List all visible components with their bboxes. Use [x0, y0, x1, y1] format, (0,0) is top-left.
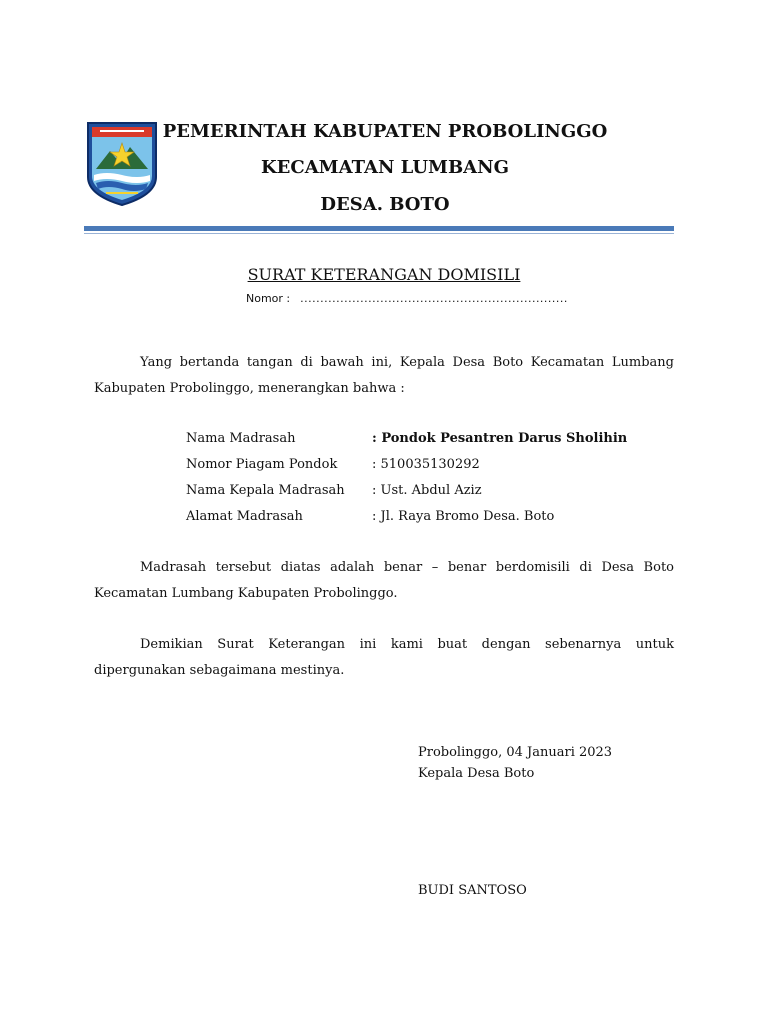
- closing-paragraph-text: Demikian Surat Keterangan ini kami buat dengan sebenarnya untuk dipergunakan sebagaimana mestinya.: [94, 637, 674, 678]
- body-paragraph: [94, 555, 674, 607]
- header-government-line: PEMERINTAH KABUPATEN PROBOLINGGO: [162, 121, 608, 142]
- document-number: [246, 292, 568, 305]
- detail-label: Alamat Madrasah: [186, 509, 303, 524]
- header-divider-thin: [84, 233, 674, 234]
- detail-label: Nama Kepala Madrasah: [186, 483, 345, 498]
- detail-value: : Jl. Raya Bromo Desa. Boto: [372, 509, 555, 524]
- signature-place-date: Probolinggo, 04 Januari 2023: [418, 745, 613, 760]
- document-number-blank: ...................................................................: [300, 292, 568, 305]
- header-district-line: KECAMATAN LUMBANG: [261, 157, 509, 178]
- closing-paragraph: [94, 632, 674, 684]
- document-title: SURAT KETERANGAN DOMISILI: [247, 265, 521, 284]
- intro-paragraph: [94, 350, 674, 402]
- document-number-label: Nomor :: [246, 292, 291, 305]
- body-paragraph-text: Madrasah tersebut diatas adalah benar – benar berdomisili di Desa Boto Kecamatan Lumbang Kabupaten Probolinggo.: [94, 560, 674, 601]
- header-divider: [84, 226, 674, 231]
- signature-position: Kepala Desa Boto: [418, 766, 535, 781]
- detail-label: Nomor Piagam Pondok: [186, 457, 338, 472]
- detail-label: Nama Madrasah: [186, 431, 296, 446]
- detail-value: : 510035130292: [372, 457, 480, 472]
- detail-value: : Pondok Pesantren Darus Sholihin: [372, 431, 628, 446]
- header-village-line: DESA. BOTO: [320, 194, 450, 215]
- detail-value: : Ust. Abdul Aziz: [372, 483, 482, 498]
- signature-name: BUDI SANTOSO: [418, 883, 527, 898]
- intro-paragraph-text: Yang bertanda tangan di bawah ini, Kepala Desa Boto Kecamatan Lumbang Kabupaten Probolinggo, menerangkan bahwa :: [94, 355, 674, 396]
